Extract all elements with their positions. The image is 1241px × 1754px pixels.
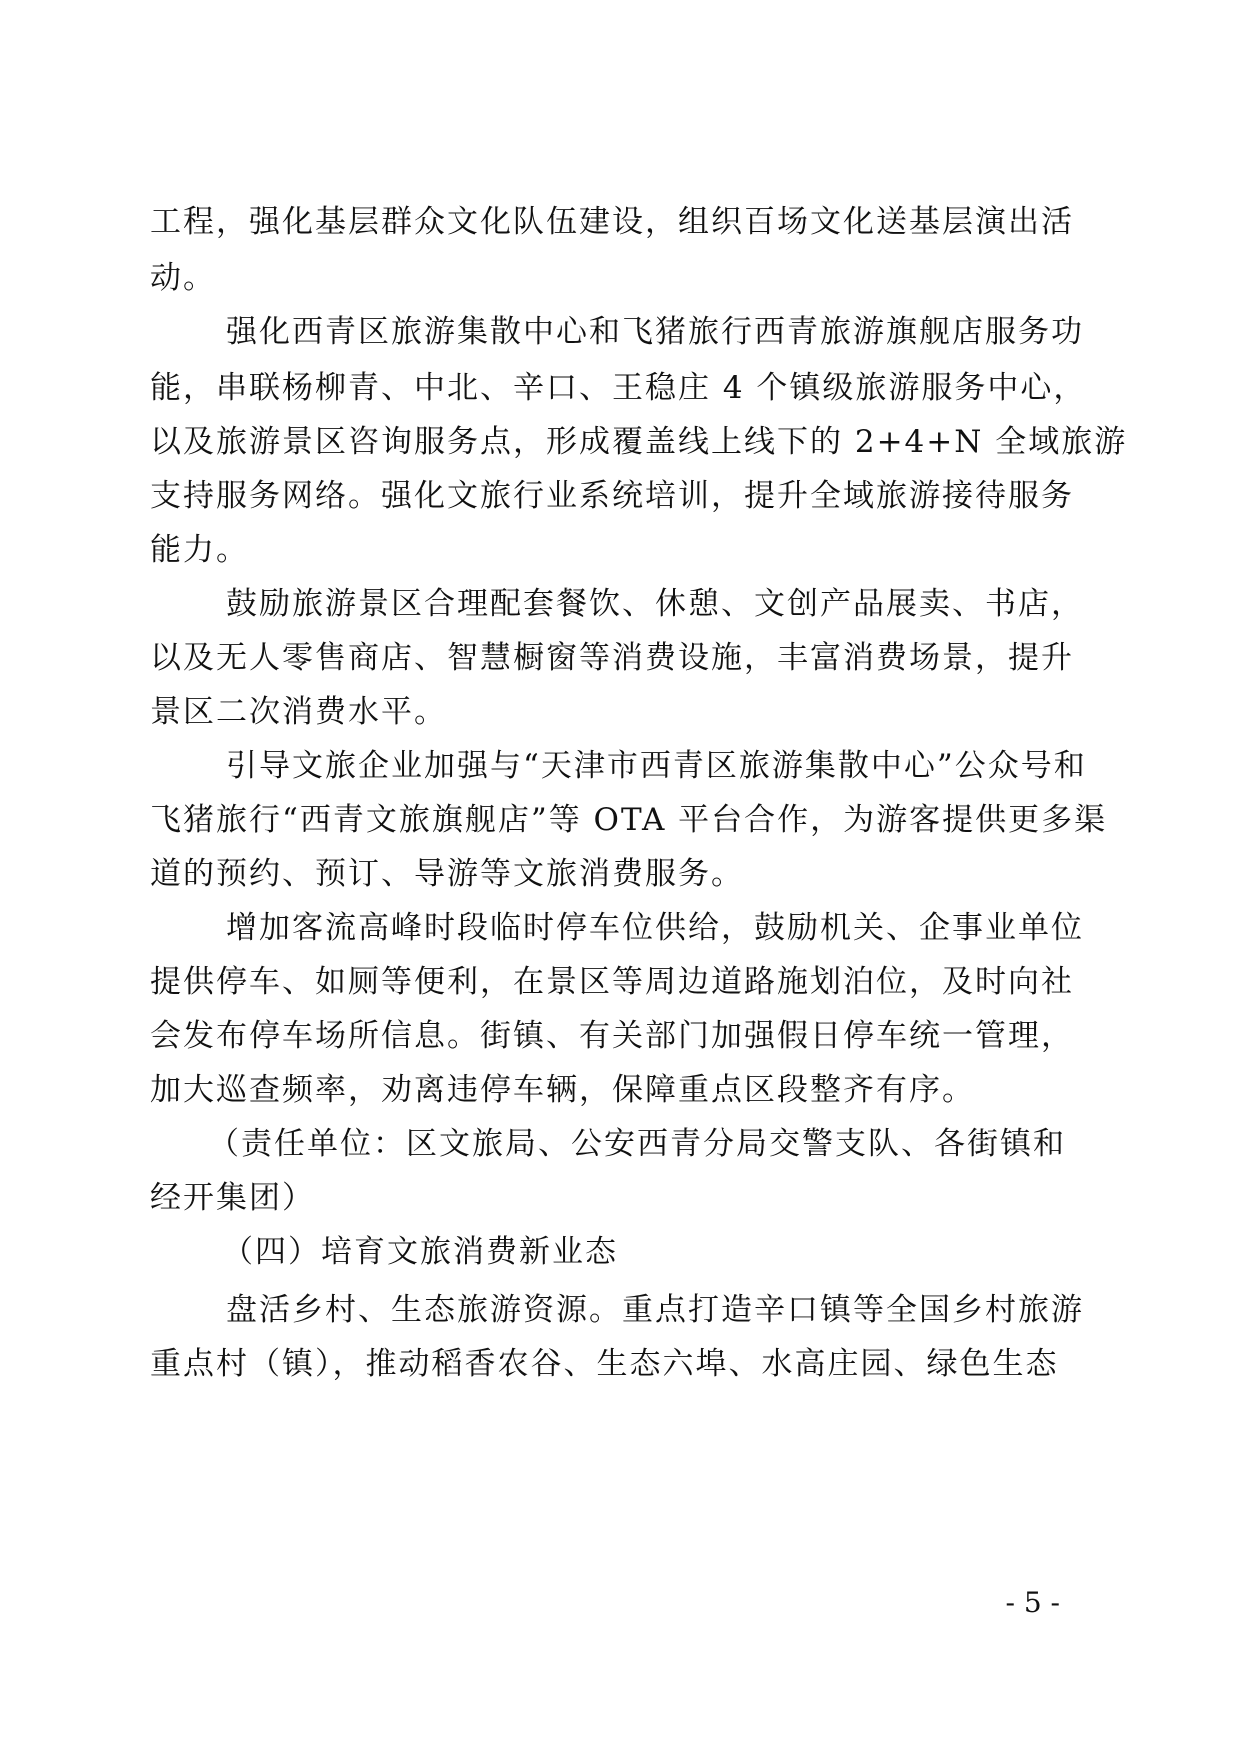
paragraph-line: 盘活乡村、生态旅游资源。重点打造辛口镇等全国乡村旅游 <box>226 1292 1084 1328</box>
paragraph-line: 支持服务网络。强化文旅行业系统培训，提升全域旅游接待服务 <box>150 478 1074 514</box>
paragraph-line: 以及无人零售商店、智慧橱窗等消费设施，丰富消费场景，提升 <box>150 640 1074 676</box>
paragraph-line: 能力。 <box>150 532 249 568</box>
paragraph-line: 重点村（镇），推动稻香农谷、生态六埠、水高庄园、绿色生态 <box>150 1346 1059 1382</box>
paragraph-line: 会发布停车场所信息。街镇、有关部门加强假日停车统一管理， <box>150 1018 1074 1054</box>
paragraph-line: 加大巡查频率，劝离违停车辆，保障重点区段整齐有序。 <box>150 1072 975 1108</box>
paragraph-line: 提供停车、如厕等便利，在景区等周边道路施划泊位，及时向社 <box>150 964 1074 1000</box>
section-heading: （四）培育文旅消费新业态 <box>222 1234 618 1270</box>
paragraph-line: 工程，强化基层群众文化队伍建设，组织百场文化送基层演出活 <box>150 204 1074 240</box>
responsible-units-line: （责任单位：区文旅局、公安西青分局交警支队、各街镇和 <box>208 1126 1066 1162</box>
paragraph-line: 飞猪旅行“西青文旅旗舰店”等 OTA 平台合作，为游客提供更多渠 <box>150 802 1108 838</box>
paragraph-line: 景区二次消费水平。 <box>150 694 447 730</box>
paragraph-line: 引导文旅企业加强与“天津市西青区旅游集散中心”公众号和 <box>226 748 1087 784</box>
page-number: - 5 - <box>1005 1586 1060 1619</box>
paragraph-line: 能，串联杨柳青、中北、辛口、王稳庄 4 个镇级旅游服务中心， <box>150 370 1087 406</box>
paragraph-line: 强化西青区旅游集散中心和飞猪旅行西青旅游旗舰店服务功 <box>226 314 1084 350</box>
paragraph-line: 道的预约、预订、导游等文旅消费服务。 <box>150 856 744 892</box>
paragraph-line: 鼓励旅游景区合理配套餐饮、休憩、文创产品展卖、书店， <box>226 586 1084 622</box>
paragraph-line: 增加客流高峰时段临时停车位供给，鼓励机关、企事业单位 <box>226 910 1084 946</box>
paragraph-line: 以及旅游景区咨询服务点，形成覆盖线上线下的 2+4+N 全域旅游 <box>150 424 1128 460</box>
paragraph-line: 动。 <box>150 260 216 296</box>
responsible-units-line: 经开集团） <box>150 1180 315 1216</box>
